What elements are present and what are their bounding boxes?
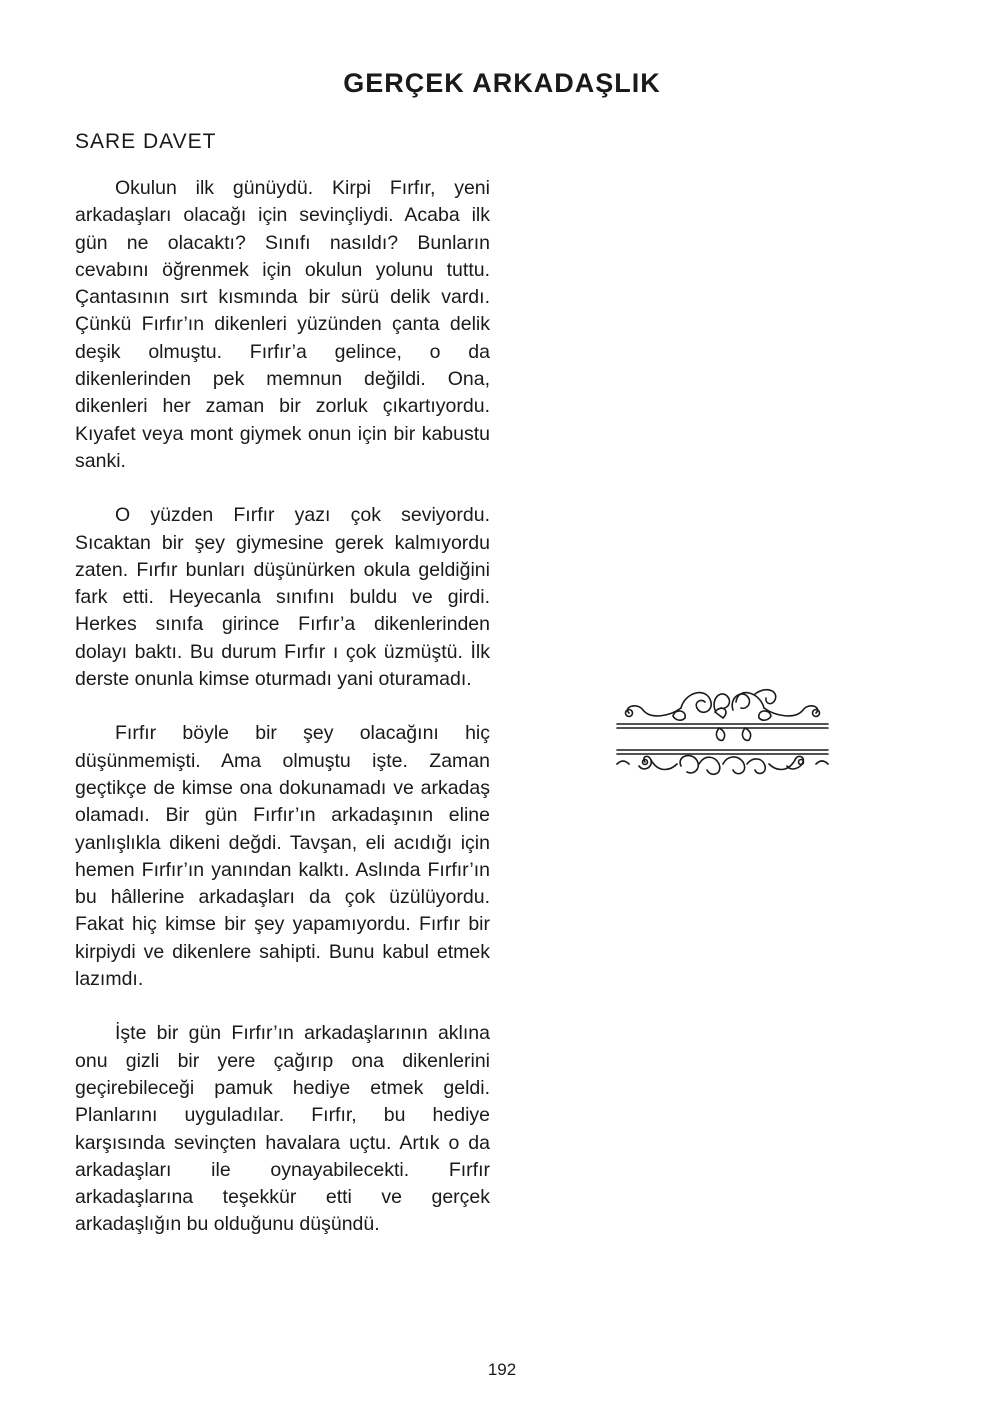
floral-divider-icon [615, 680, 830, 785]
story-paragraph: İşte bir gün Fırfır’ın arkadaşlarının aklına onu gizli bir yere çağırıp ona dikenlerini geçirebileceği pamuk hediye etmek geldi. Planlarını uyguladılar. Fırfır, bu hediye karşısında sevinçten havalara uçtu. Artık o da arkadaşları ile oynayabilecekti. Fırfır arkadaşlarına teşekkür etti ve gerçek arkadaşlığın bu olduğunu düşündü. [75, 1022, 490, 1236]
page-number: 192 [487, 1360, 517, 1379]
author-name: SARE DAVET [75, 130, 217, 153]
story-paragraph: Fırfır böyle bir şey olacağını hiç düşünmemişti. Ama olmuştu işte. Zaman geçtikçe de kimse ona dokunamadı ve arkadaş olamadı. Bir gün Fırfır’ın arkadaşının eline yanlışlıkla dikeni değdi. Tavşan, eli acıdığı için hemen Fırfır’ın yanından kalktı. Aslında Fırfır’ın bu hâllerine arkadaşları da çok üzülüyordu. Fakat hiç kimse bir şey yapamıyordu. Fırfır bir kirpiydi ve dikenlere sahipti. Bunu kabul etmek lazımdı. [75, 722, 490, 991]
story-body [75, 175, 490, 1266]
story-paragraph: Okulun ilk günüydü. Kirpi Fırfır, yeni arkadaşları olacağı için sevinçliydi. Acaba ilk gün ne olacaktı? Sınıfı nasıldı? Bunların cevabını öğrenmek için okulun yolunu tuttu. Çantasının sırt kısmında bir sürü delik vardı. Çünkü Fırfır’ın dikenleri yüzünden çanta delik deşik olmuştu. Fırfır’a gelince, o da dikenlerinden pek memnun değildi. Ona, dikenleri her zaman bir zorluk çıkartıyordu. Kıyafet veya mont giymek onun için bir kabustu sanki. [75, 177, 490, 472]
story-paragraph: O yüzden Fırfır yazı çok seviyordu. Sıcaktan bir şey giymesine gerek kalmıyordu zaten. Fırfır bunları düşünürken okula geldiğini fark etti. Heyecanla sınıfını buldu ve girdi. Herkes sınıfa girince Fırfır’a dikenlerinden dolayı baktı. Bu durum Fırfır ı çok üzmüştü. İlk derste onunla kimse oturmadı yani oturamadı. [75, 504, 490, 691]
page-title: GERÇEK ARKADAŞLIK [343, 68, 661, 98]
